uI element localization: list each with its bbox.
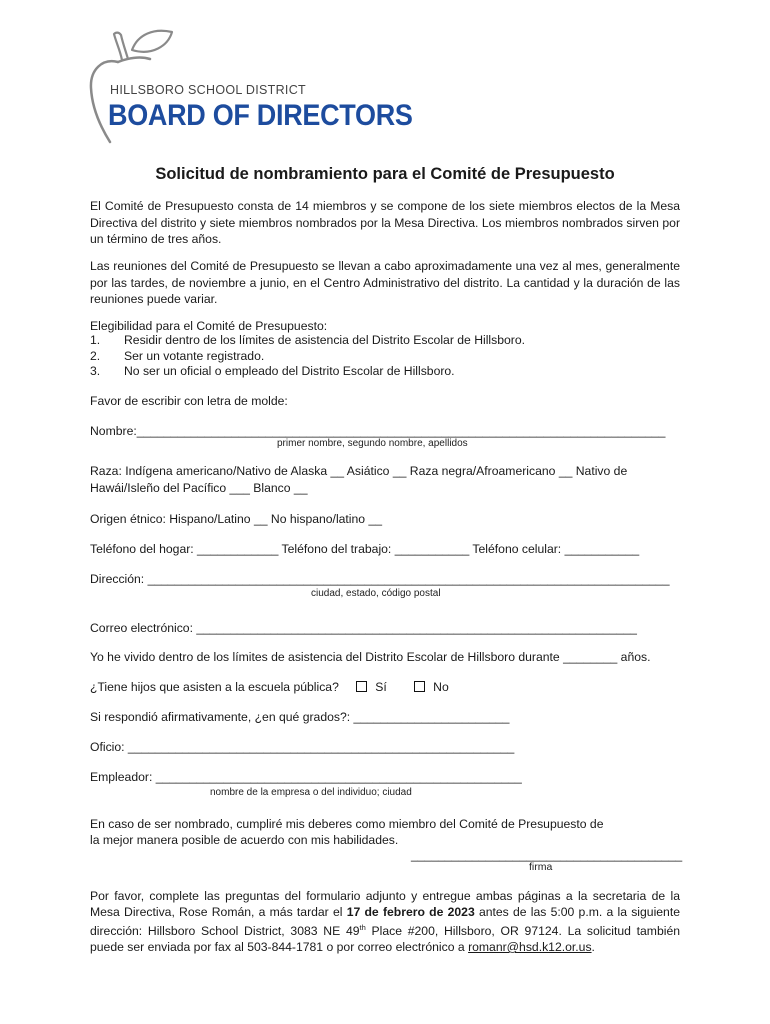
- yes-checkbox[interactable]: [356, 681, 367, 692]
- pledge-line1: En caso de ser nombrado, cumpliré mis deberes como miembro del Comité de Presupuesto de: [90, 817, 604, 831]
- race-field-line1[interactable]: Raza: Indígena americano/Nativo de Alaska __ Asiático __ Raza negra/Afroamericano __ Nativo de: [90, 464, 628, 478]
- children-question-label: ¿Tiene hijos que asisten a la escuela pública?: [90, 680, 339, 694]
- pledge-line2: la mejor manera posible de acuerdo con mis habilidades.: [90, 833, 399, 847]
- occupation-field[interactable]: Oficio: _________________________________________________________: [90, 740, 515, 754]
- children-question: [90, 679, 680, 696]
- yes-label: Sí: [375, 680, 387, 694]
- closing-paragraph: Por favor, complete las preguntas del formulario adjunto y entregue ambas páginas a la secretaria de la Mesa Directiva, Rose Román, a más tardar el 17 de febrero de 2023 antes de las 5:00 p.m. a la siguiente dirección: Hillsboro School District, 3083 NE 49th Place #200, Hillsboro, OR 97124. La solicitud también puede ser enviada por fax al 503-844-1781 o por correo electrónico a romanr@hsd.k12.or.us.: [90, 889, 681, 955]
- race-field-line2[interactable]: Hawái/Isleño del Pacífico ___ Blanco __: [90, 481, 308, 495]
- print-note: Favor de escribir con letra de molde:: [90, 394, 288, 408]
- name-field[interactable]: Nombre:______________________________________________________________________________: [90, 424, 666, 438]
- employer-field[interactable]: Empleador: ______________________________________________________: [90, 770, 522, 784]
- contact-email-link[interactable]: romanr@hsd.k12.or.us: [468, 940, 592, 955]
- name-field-hint: primer nombre, segundo nombre, apellidos: [277, 438, 468, 449]
- district-name: HILLSBORO SCHOOL DISTRICT: [110, 83, 306, 97]
- address-field-hint: ciudad, estado, código postal: [311, 588, 441, 599]
- district-logo: [88, 26, 428, 146]
- email-field[interactable]: Correo electrónico: _________________________________________________________________: [90, 621, 637, 635]
- eligibility-list: [90, 333, 525, 380]
- meetings-paragraph: Las reuniones del Comité de Presupuesto se llevan a cabo aproximadamente una vez al mes, generalmente por las tardes, de noviembre a junio, en el Centro Administrativo del distrito. La cantidad y la duración de las reuniones puede variar.: [90, 259, 680, 306]
- residence-years-field[interactable]: Yo he vivido dentro de los límites de asistencia del Distrito Escolar de Hillsboro durante ________ años.: [90, 650, 651, 664]
- signature-field[interactable]: ________________________________________: [411, 848, 683, 862]
- employer-field-hint: nombre de la empresa o del individuo; ciudad: [210, 787, 412, 798]
- eligibility-heading: Elegibilidad para el Comité de Presupuesto:: [90, 319, 328, 333]
- intro-paragraph: El Comité de Presupuesto consta de 14 miembros y se compone de los siete miembros electos de la Mesa Directiva del distrito y siete miembros nombrados por la Mesa Directiva. Los miembros nombrados sirven por un término de tres años.: [90, 199, 680, 246]
- page-title: Solicitud de nombramiento para el Comité de Presupuesto: [155, 165, 615, 183]
- no-label: No: [433, 680, 449, 694]
- board-heading: BOARD OF DIRECTORS: [108, 99, 413, 132]
- list-item: 1. Residir dentro de los límites de asistencia del Distrito Escolar de Hillsboro.: [90, 333, 526, 347]
- list-item: 3. No ser un oficial o empleado del Distrito Escolar de Hillsboro.: [90, 364, 455, 378]
- grades-field[interactable]: Si respondió afirmativamente, ¿en qué grados?: _______________________: [90, 710, 510, 724]
- signature-label: firma: [529, 861, 553, 873]
- no-checkbox[interactable]: [414, 681, 425, 692]
- phone-fields[interactable]: Teléfono del hogar: ____________ Teléfono del trabajo: ___________ Teléfono celular: ___________: [90, 542, 640, 556]
- address-field[interactable]: Dirección: _____________________________________________________________________________: [90, 572, 670, 586]
- ethnicity-field[interactable]: Origen étnico: Hispano/Latino __ No hispano/latino __: [90, 512, 383, 526]
- deadline-date: 17 de febrero de 2023: [346, 905, 475, 919]
- list-item: 2. Ser un votante registrado.: [90, 348, 265, 363]
